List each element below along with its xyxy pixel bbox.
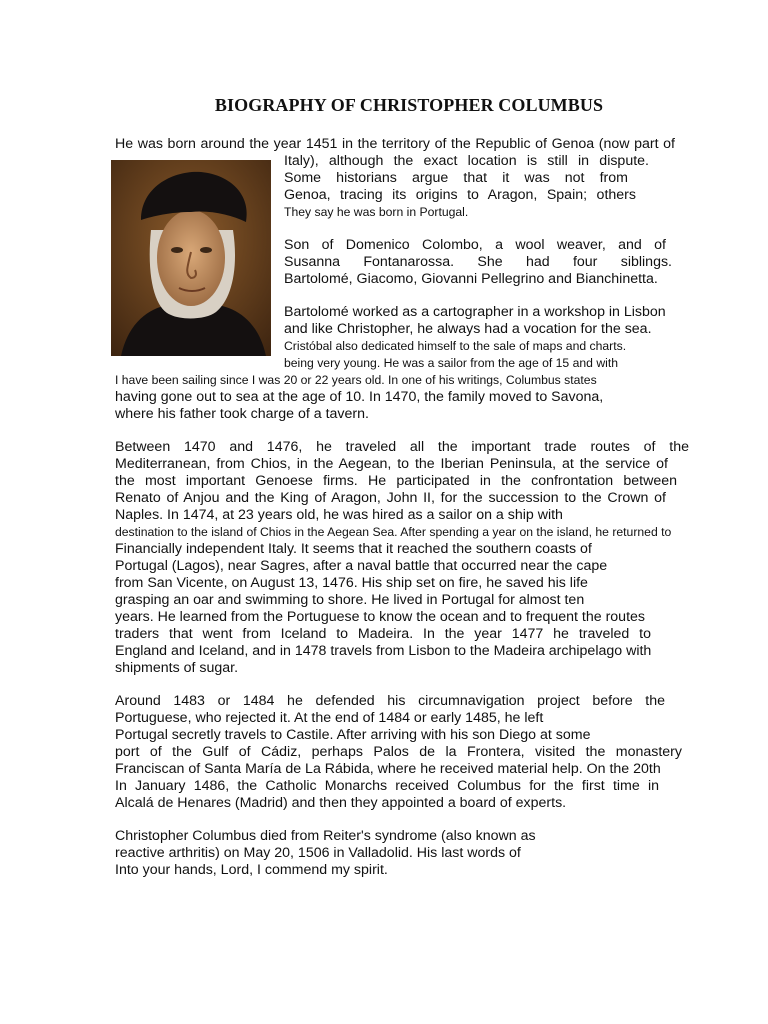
text-line: In January 1486, the Catholic Monarchs received Columbus for the first time in <box>115 778 659 794</box>
text-line: Genoa, tracing its origins to Aragon, Spain; others <box>284 187 636 203</box>
text-line: Portugal secretly travels to Castile. After arriving with his son Diego at some <box>115 727 591 743</box>
text-line: Italy), although the exact location is still in dispute. <box>284 153 649 169</box>
text-line: Susanna Fontanarossa. She had four siblings. <box>284 254 672 270</box>
text-line: having gone out to sea at the age of 10. In 1470, the family moved to Savona, <box>115 389 604 405</box>
text-line: destination to the island of Chios in the Aegean Sea. After spending a year on the island, he returned to <box>115 525 672 539</box>
text-line: Bartolomé, Giacomo, Giovanni Pellegrino and Bianchinetta. <box>284 271 658 287</box>
text-line: years. He learned from the Portuguese to know the ocean and to frequent the routes <box>115 609 645 625</box>
text-line: traders that went from Iceland to Madeira. In the year 1477 he traveled to <box>115 626 651 642</box>
text-line: Franciscan of Santa María de La Rábida, where he received material help. On the 20th <box>115 761 661 777</box>
page-title: BIOGRAPHY OF CHRISTOPHER COLUMBUS <box>214 95 604 115</box>
text-line: Alcalá de Henares (Madrid) and then they appointed a board of experts. <box>115 795 567 811</box>
text-line: Christopher Columbus died from Reiter's syndrome (also known as <box>115 828 536 844</box>
text-line: shipments of sugar. <box>115 660 239 676</box>
text-line: He was born around the year 1451 in the territory of the Republic of Genoa (now part of <box>115 136 675 152</box>
text-line: Some historians argue that it was not from <box>284 170 628 186</box>
text-line: port of the Gulf of Cádiz, perhaps Palos de la Frontera, visited the monastery <box>115 744 682 760</box>
text-line: the most important Genoese firms. He participated in the confrontation between <box>115 473 677 489</box>
portrait-image <box>111 160 271 356</box>
text-line: Portuguese, who rejected it. At the end of 1484 or early 1485, he left <box>115 710 544 726</box>
portrait-illustration <box>111 160 271 356</box>
text-line: Financially independent Italy. It seems that it reached the southern coasts of <box>115 541 592 557</box>
text-line: being very young. He was a sailor from the age of 15 and with <box>284 356 618 370</box>
text-line: They say he was born in Portugal. <box>284 205 469 219</box>
text-line: England and Iceland, and in 1478 travels from Lisbon to the Madeira archipelago with <box>115 643 652 659</box>
text-line: Into your hands, Lord, I commend my spirit. <box>115 862 388 878</box>
text-line: Between 1470 and 1476, he traveled all the important trade routes of the <box>115 439 689 455</box>
text-line: Cristóbal also dedicated himself to the sale of maps and charts. <box>284 339 627 353</box>
text-line: Portugal (Lagos), near Sagres, after a naval battle that occurred near the cape <box>115 558 608 574</box>
text-line: Naples. In 1474, at 23 years old, he was hired as a sailor on a ship with <box>115 507 563 523</box>
text-line: and like Christopher, he always had a vocation for the sea. <box>284 321 652 337</box>
text-line: Renato of Anjou and the King of Aragon, John II, for the succession to the Crown of <box>115 490 666 506</box>
text-line: where his father took charge of a tavern. <box>115 406 369 422</box>
text-line: Son of Domenico Colombo, a wool weaver, and of <box>284 237 666 253</box>
text-line: I have been sailing since I was 20 or 22 years old. In one of his writings, Columbus states <box>115 373 597 387</box>
text-line: from San Vicente, on August 13, 1476. His ship set on fire, he saved his life <box>115 575 588 591</box>
text-line: reactive arthritis) on May 20, 1506 in Valladolid. His last words of <box>115 845 521 861</box>
text-line: Mediterranean, from Chios, in the Aegean, to the Iberian Peninsula, at the service of <box>115 456 668 472</box>
text-line: Around 1483 or 1484 he defended his circumnavigation project before the <box>115 693 665 709</box>
text-line: Bartolomé worked as a cartographer in a workshop in Lisbon <box>284 304 666 320</box>
text-line: grasping an oar and swimming to shore. He lived in Portugal for almost ten <box>115 592 585 608</box>
